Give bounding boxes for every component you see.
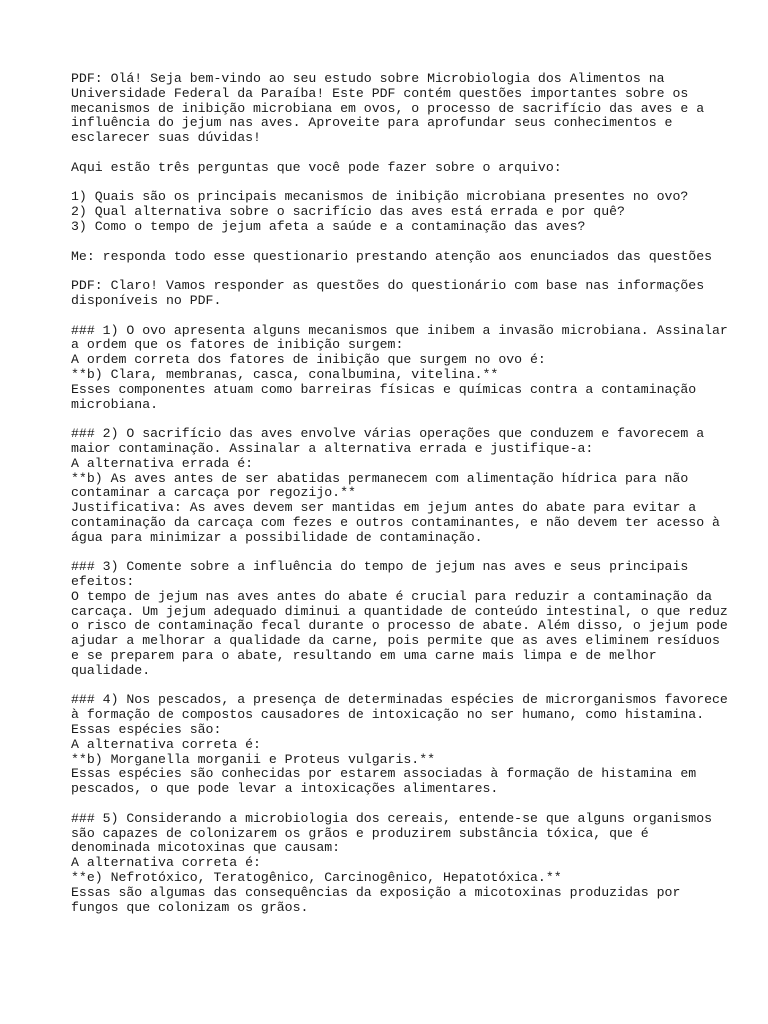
text-line: ### 3) Comente sobre a influência do tempo de jejum nas aves e seus principais xyxy=(71,559,689,575)
text-line: contaminar a carcaça por regozijo.** xyxy=(71,485,356,501)
text-line: Essas espécies são: xyxy=(71,722,222,738)
text-line: Me: responda todo esse questionario prestando atenção aos enunciados das questões xyxy=(71,248,713,264)
text-line: ### 5) Considerando a microbiologia dos cereais, entende-se que alguns organismos xyxy=(71,810,713,826)
text-line: são capazes de colonizarem os grãos e produzirem substância tóxica, que é xyxy=(71,825,649,841)
text-line: o risco de contaminação fecal durante o processo de abate. Além disso, o jejum pode xyxy=(71,618,728,634)
text-line: **e) Nefrotóxico, Teratogênico, Carcinogênico, Hepatotóxica.** xyxy=(71,870,562,886)
text-paragraph xyxy=(71,812,711,916)
text-line: influência do jejum nas aves. Aproveite para aprofundar seus conhecimentos e xyxy=(71,115,673,131)
text-line: Essas são algumas das consequências da exposição a micotoxinas produzidas por xyxy=(71,884,681,900)
text-line: disponíveis no PDF. xyxy=(71,292,222,308)
text-line: PDF: Olá! Seja bem-vindo ao seu estudo sobre Microbiologia dos Alimentos na xyxy=(71,71,665,86)
document-body xyxy=(71,71,728,930)
text-line: contaminação da carcaça com fezes e outros contaminantes, e não devem ter acesso à xyxy=(71,514,720,530)
text-line: fungos que colonizam os grãos. xyxy=(71,899,309,915)
text-line: ### 1) O ovo apresenta alguns mecanismos que inibem a invasão microbiana. Assinalar xyxy=(71,322,728,338)
text-line: A ordem correta dos fatores de inibição que surgem no ovo é: xyxy=(71,352,546,368)
text-line: carcaça. Um jejum adequado diminui a quantidade de conteúdo intestinal, o que reduz xyxy=(71,603,728,619)
text-line: **b) Clara, membranas, casca, conalbumina, vitelina.** xyxy=(71,366,499,382)
text-line: A alternativa errada é: xyxy=(71,455,254,471)
text-line: à formação de compostos causadores de intoxicação no ser humano, como histamina. xyxy=(71,707,705,723)
text-line: microbiana. xyxy=(71,396,159,412)
text-line: 2) Qual alternativa sobre o sacrifício das aves está errada e por quê? xyxy=(71,204,625,220)
text-line: pescados, o que pode levar a intoxicações alimentares. xyxy=(71,781,499,797)
text-line: 3) Como o tempo de jejum afeta a saúde e a contaminação das aves? xyxy=(71,218,586,234)
text-line: esclarecer suas dúvidas! xyxy=(71,130,261,146)
text-line: A alternativa correta é: xyxy=(71,736,261,752)
text-line: Justificativa: As aves devem ser mantidas em jejum antes do abate para evitar a xyxy=(71,500,697,516)
text-line: **b) Morganella morganii e Proteus vulgaris.** xyxy=(71,751,436,767)
text-line: água para minimizar a possibilidade de contaminação. xyxy=(71,529,483,545)
text-paragraph xyxy=(71,190,711,234)
text-line: ### 4) Nos pescados, a presença de determinadas espécies de microrganismos favorece xyxy=(71,692,728,708)
text-line: **b) As aves antes de ser abatidas permanecem com alimentação hídrica para não xyxy=(71,470,689,486)
text-line: ajudar a melhorar a qualidade da carne, pois permite que as aves eliminem resíduos xyxy=(71,633,720,649)
text-line: A alternativa correta é: xyxy=(71,855,261,871)
text-paragraph xyxy=(71,426,720,545)
text-line: e se preparem para o abate, resultando em uma carne mais limpa e de melhor xyxy=(71,648,657,664)
text-paragraph xyxy=(71,250,711,265)
text-paragraph xyxy=(71,692,728,797)
text-paragraph xyxy=(71,279,711,309)
text-line: PDF: Claro! Vamos responder as questões do questionário com base nas informações xyxy=(71,278,705,294)
text-paragraph xyxy=(71,72,711,146)
text-line: maior contaminação. Assinalar a alternativa errada e justifique-a: xyxy=(71,440,594,456)
text-line: mecanismos de inibição microbiana em ovos, o processo de sacrifício das aves e a xyxy=(71,100,705,116)
text-line: efeitos: xyxy=(71,574,135,590)
text-line: Essas espécies são conhecidas por estarem associadas à formação de histamina em xyxy=(71,766,697,782)
text-line: ### 2) O sacrifício das aves envolve várias operações que conduzem e favorecem a xyxy=(71,426,705,442)
text-line: denominada micotoxinas que causam: xyxy=(71,840,341,856)
text-paragraph xyxy=(71,559,728,678)
text-line: 1) Quais são os principais mecanismos de inibição microbiana presentes no ovo? xyxy=(71,189,689,205)
text-paragraph xyxy=(71,322,728,413)
text-line: a ordem que os fatores de inibição surgem: xyxy=(71,337,404,353)
text-paragraph xyxy=(71,161,711,176)
text-line: O tempo de jejum nas aves antes do abate é crucial para reduzir a contaminação da xyxy=(71,588,713,604)
text-line: Universidade Federal da Paraíba! Este PDF contém questões importantes sobre os xyxy=(71,85,689,101)
text-line: Aqui estão três perguntas que você pode fazer sobre o arquivo: xyxy=(71,159,562,175)
text-line: Esses componentes atuam como barreiras físicas e químicas contra a contaminação xyxy=(71,381,697,397)
text-line: qualidade. xyxy=(71,662,151,678)
